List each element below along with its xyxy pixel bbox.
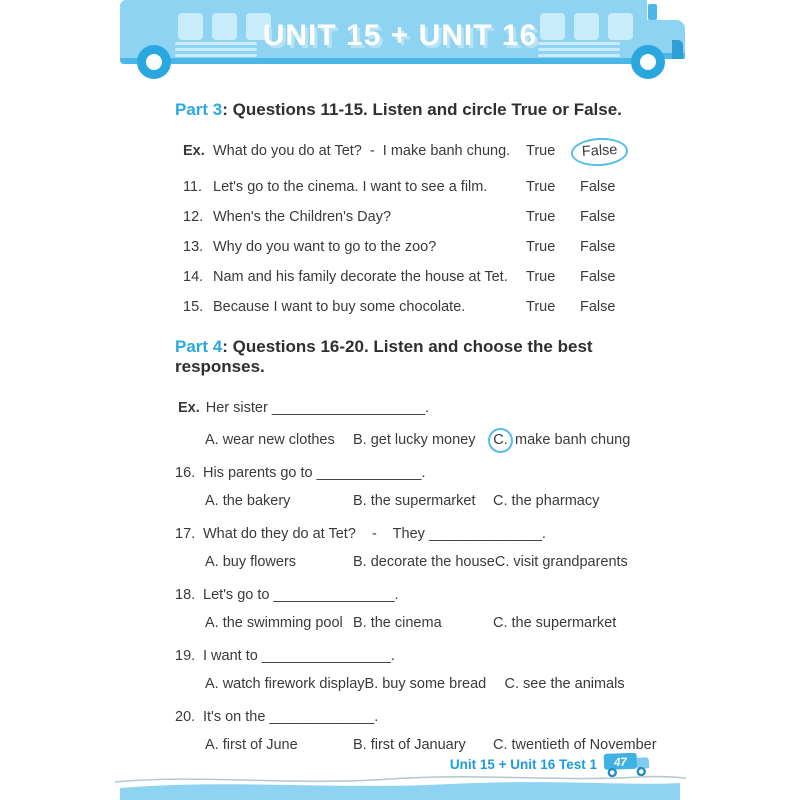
question-row bbox=[175, 464, 648, 483]
question-row bbox=[183, 238, 648, 257]
question-row bbox=[183, 208, 648, 227]
option-letter: A. bbox=[205, 432, 219, 448]
example-label: Ex. bbox=[183, 143, 205, 159]
option-a bbox=[205, 431, 353, 450]
option-text: the cinema bbox=[370, 615, 442, 631]
true-option: True bbox=[526, 143, 556, 159]
answer-circle: C. bbox=[488, 428, 513, 453]
option-letter: C. bbox=[494, 554, 510, 570]
part3-example-row bbox=[183, 142, 648, 162]
option-b bbox=[353, 614, 493, 633]
question-row bbox=[175, 525, 648, 544]
question-number: 12. bbox=[183, 209, 204, 225]
question-row bbox=[175, 647, 648, 666]
option-c bbox=[493, 431, 630, 450]
option-text: wear new clothes bbox=[222, 432, 335, 448]
question-row bbox=[175, 586, 648, 605]
question-number: 19. bbox=[175, 648, 196, 664]
question-text: Let's go to _______________. bbox=[203, 587, 399, 603]
false-option: False bbox=[580, 179, 616, 195]
question-number: 16. bbox=[175, 465, 196, 481]
option-letter: A. bbox=[205, 737, 219, 753]
option-text: visit grandparents bbox=[513, 554, 628, 570]
bus-wheel-icon bbox=[137, 45, 171, 79]
page-title: UNIT 15 + UNIT 16 bbox=[262, 19, 538, 52]
question-row bbox=[183, 298, 648, 317]
option-text: make banh chung bbox=[515, 432, 631, 448]
worksheet-content bbox=[175, 100, 657, 769]
option-letter: C. bbox=[493, 493, 508, 509]
option-a bbox=[205, 553, 353, 572]
options-row bbox=[205, 492, 648, 511]
false-option bbox=[578, 142, 648, 162]
bus-window-icon bbox=[574, 13, 599, 40]
options-row bbox=[205, 431, 648, 450]
option-letter: A. bbox=[205, 554, 219, 570]
option-text: twentieth of November bbox=[511, 737, 657, 753]
question-text: His parents go to _____________. bbox=[203, 465, 426, 481]
bus-stripe bbox=[538, 48, 620, 51]
bus-wheel-icon bbox=[631, 45, 665, 79]
part4-heading bbox=[175, 337, 648, 377]
option-letter: C. bbox=[493, 737, 508, 753]
part4-label: Part 4 bbox=[175, 337, 223, 356]
false-option: False bbox=[580, 239, 616, 255]
part3-instruction: : Questions 11-15. Listen and circle True or False. bbox=[222, 100, 622, 119]
question-text: Because I want to buy some chocolate. bbox=[213, 299, 466, 315]
option-text: see the animals bbox=[523, 676, 625, 692]
question-row bbox=[183, 178, 648, 197]
option-letter: B. bbox=[353, 737, 367, 753]
true-option: True bbox=[526, 269, 556, 285]
false-option: False bbox=[580, 299, 616, 315]
option-text: buy flowers bbox=[222, 554, 297, 570]
option-letter: B. bbox=[353, 615, 367, 631]
option-letter: A. bbox=[205, 493, 219, 509]
option-text: get lucky money bbox=[370, 432, 476, 448]
option-letter: C. bbox=[493, 615, 508, 631]
question-text: Her sister ___________________. bbox=[205, 400, 430, 416]
question-number: 20. bbox=[175, 709, 196, 725]
bus-window-icon bbox=[212, 13, 237, 40]
bus-window-icon bbox=[608, 13, 633, 40]
part3-heading bbox=[175, 100, 648, 120]
wave-divider bbox=[0, 766, 800, 800]
bus-stripe bbox=[175, 54, 257, 57]
question-text: Why do you want to go to the zoo? bbox=[213, 239, 437, 255]
option-b bbox=[365, 675, 505, 694]
question-text: Let's go to the cinema. I want to see a film. bbox=[213, 179, 488, 195]
option-a bbox=[205, 492, 353, 511]
option-letter: C. bbox=[504, 676, 520, 692]
option-letter: A. bbox=[205, 615, 219, 631]
question-text: When's the Children's Day? bbox=[213, 209, 392, 225]
option-text: first of June bbox=[222, 737, 298, 753]
option-text: the swimming pool bbox=[222, 615, 343, 631]
question-row bbox=[183, 268, 648, 287]
bus-stripe bbox=[538, 42, 620, 45]
bus-exhaust-icon bbox=[648, 4, 657, 20]
question-text: What do you do at Tet? - I make banh chung. bbox=[213, 143, 511, 159]
question-text: Nam and his family decorate the house at Tet. bbox=[213, 269, 508, 285]
option-text: watch firework display bbox=[222, 676, 365, 692]
option-text: the supermarket bbox=[511, 615, 617, 631]
option-text: decorate the house bbox=[370, 554, 495, 570]
question-text: What do they do at Tet? - They ______________. bbox=[203, 526, 546, 542]
option-b bbox=[353, 553, 495, 572]
bus-stripe bbox=[538, 54, 620, 57]
option-text: first of January bbox=[370, 737, 466, 753]
option-letter: B. bbox=[353, 493, 367, 509]
part4-example-row bbox=[178, 399, 648, 418]
option-letter: A. bbox=[205, 676, 219, 692]
true-option: True bbox=[526, 179, 556, 195]
option-text: the pharmacy bbox=[511, 493, 600, 509]
option-letter: B. bbox=[353, 432, 367, 448]
option-letter: B. bbox=[364, 676, 379, 692]
true-option: True bbox=[526, 299, 556, 315]
options-row bbox=[205, 614, 648, 633]
option-text: buy some bread bbox=[382, 676, 487, 692]
example-label: Ex. bbox=[178, 400, 200, 416]
part4-instruction: : Questions 16-20. Listen and choose the best responses. bbox=[175, 337, 598, 376]
option-c bbox=[493, 614, 616, 633]
question-number: 11. bbox=[183, 179, 203, 195]
option-a bbox=[205, 614, 353, 633]
bus-stripe bbox=[175, 42, 257, 45]
question-number: 13. bbox=[183, 239, 204, 255]
option-c bbox=[505, 675, 625, 694]
page-number: 47 bbox=[613, 756, 628, 770]
options-row bbox=[205, 553, 648, 572]
bus-window-icon bbox=[178, 13, 203, 40]
option-b bbox=[353, 431, 493, 450]
option-letter: B. bbox=[353, 554, 367, 570]
false-option: False bbox=[580, 269, 616, 285]
option-b bbox=[353, 492, 493, 511]
false-option: False bbox=[580, 209, 616, 225]
bus-stripe bbox=[175, 48, 257, 51]
option-a bbox=[205, 675, 365, 694]
question-row bbox=[175, 708, 648, 727]
option-c bbox=[493, 492, 599, 511]
option-c bbox=[495, 553, 628, 572]
bus-banner bbox=[120, 0, 690, 82]
options-row bbox=[205, 675, 648, 694]
part3-label: Part 3 bbox=[175, 100, 223, 119]
question-number: 17. bbox=[175, 526, 196, 542]
bus-front-trim bbox=[672, 40, 683, 59]
true-option: True bbox=[526, 239, 556, 255]
question-number: 15. bbox=[183, 299, 204, 315]
question-number: 18. bbox=[175, 587, 196, 603]
question-text: I want to ________________. bbox=[203, 648, 395, 664]
option-text: the bakery bbox=[222, 493, 291, 509]
answer-circle: False bbox=[570, 137, 629, 168]
question-number: 14. bbox=[183, 269, 204, 285]
true-option: True bbox=[526, 209, 556, 225]
question-text: It's on the _____________. bbox=[203, 709, 379, 725]
option-text: the supermarket bbox=[370, 493, 476, 509]
footer-label: Unit 15 + Unit 16 Test 1 bbox=[449, 756, 597, 772]
